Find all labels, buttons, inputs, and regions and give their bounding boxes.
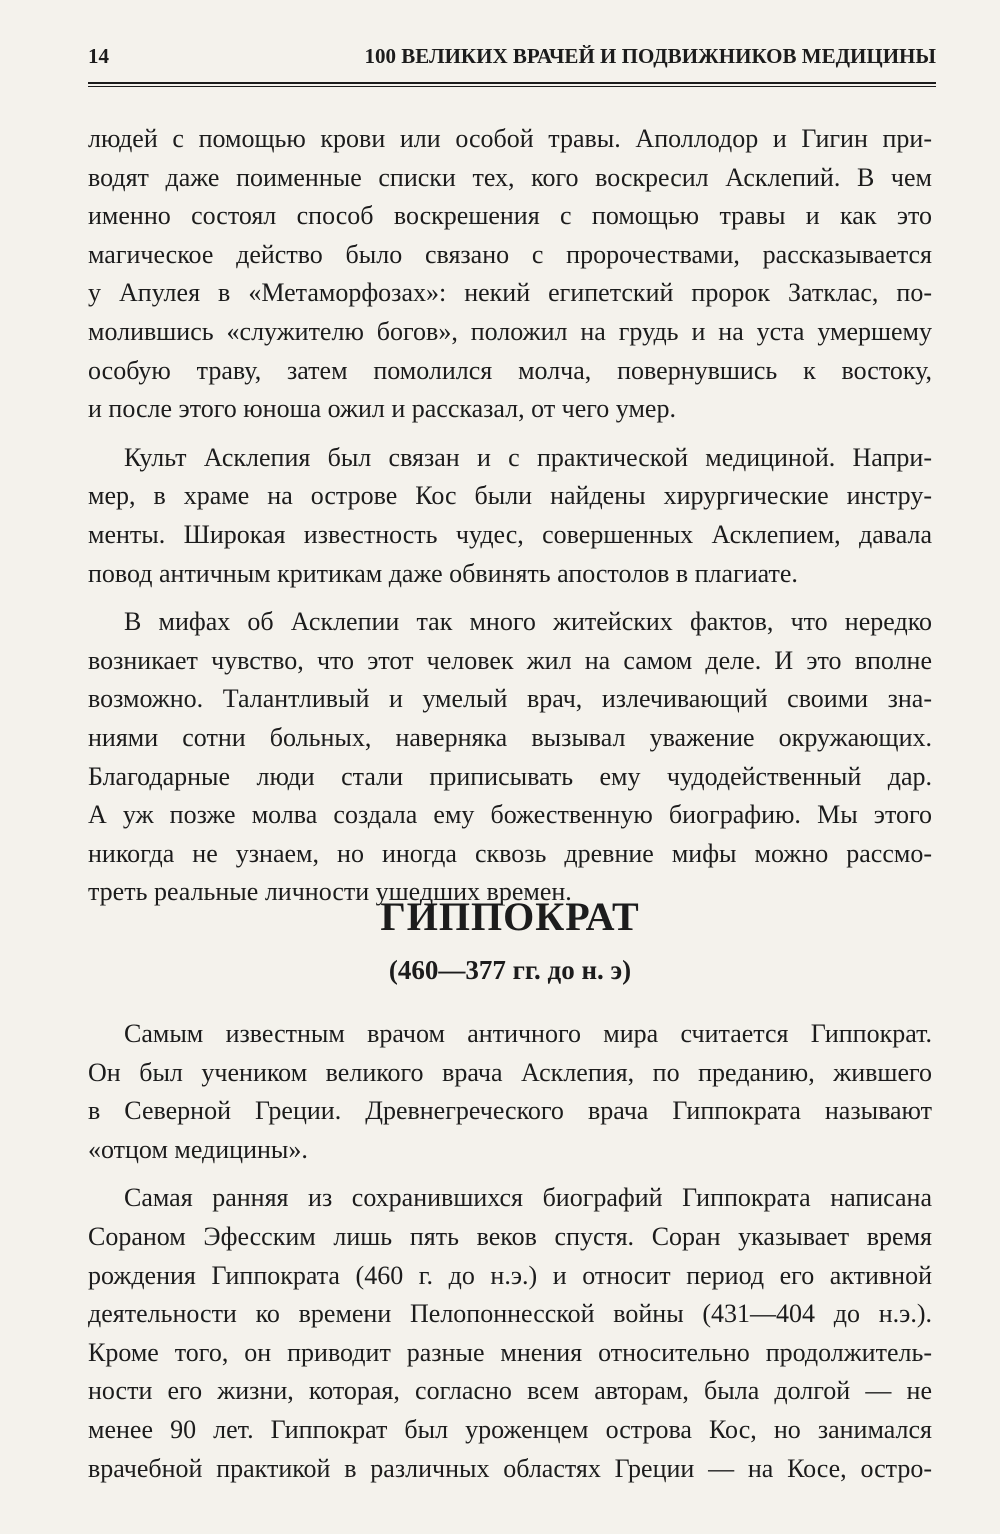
page-number: 14 (88, 44, 109, 68)
paragraph-intro (88, 1015, 932, 1169)
header-rule (88, 82, 936, 87)
running-header (88, 44, 936, 78)
text-line: Сораном Эфесским лишь пять веков спустя. Соран указывает время (88, 1221, 932, 1251)
text-line: ниями сотни больных, наверняка вызывал уважение окружающих. (88, 722, 932, 752)
text-line: водят даже поименные списки тех, кого воскресил Асклепий. В чем (88, 162, 932, 192)
text-line: особую траву, затем помолился молча, повернувшись к востоку, (88, 355, 932, 385)
text-line: у Апулея в «Метаморфозах»: некий египетский пророк Затклас, по- (88, 278, 932, 308)
text-line: возникает чувство, что этот человек жил на самом деле. И это вполне (88, 645, 932, 675)
text-line: Он был учеником великого врача Асклепия, по преданию, жившего (88, 1057, 932, 1087)
text-line: мер, в храме на острове Кос были найдены хирургические инстру- (88, 481, 932, 511)
text-line: Благодарные люди стали приписывать ему чудодейственный дар. (88, 761, 932, 791)
text-line: менее 90 лет. Гиппократ был уроженцем острова Кос, но занимался (88, 1414, 932, 1444)
text-line: повод античным критикам даже обвинять апостолов в плагиате. (88, 558, 798, 588)
text-line: людей с помощью крови или особой травы. Аполлодор и Гигин при- (88, 124, 932, 153)
section-dates: (460—377 гг. до н. э) (388, 955, 632, 985)
text-line: Самая ранняя из сохранившихся биографий Гиппократа написана (124, 1183, 932, 1213)
text-line: никогда не узнаем, но иногда сквозь древние мифы можно рассмо- (88, 838, 932, 868)
text-line: ности его жизни, которая, согласно всем авторам, была долгой — не (88, 1376, 932, 1406)
text-line: менты. Широкая известность чудес, совершенных Асклепием, давала (88, 519, 932, 549)
text-line: Культ Асклепия был связан и с практической медициной. Напри- (124, 442, 932, 472)
text-line: треть реальные личности ушедших времен. (88, 877, 572, 907)
text-line: молившись «служителю богов», положил на грудь и на уста умершему (88, 316, 932, 346)
text-line: «отцом медицины». (88, 1134, 308, 1164)
running-title: 100 ВЕЛИКИХ ВРАЧЕЙ И ПОДВИЖНИКОВ МЕДИЦИНЫ (364, 44, 936, 68)
section-title: ГИППОКРАТ (380, 894, 640, 939)
text-line: врачебной практикой в различных областях Греции — на Косе, остро- (88, 1453, 932, 1483)
text-line: Самым известным врачом античного мира считается Гиппократ. (124, 1019, 932, 1048)
text-line: и после этого юноша ожил и рассказал, от чего умер. (88, 394, 676, 424)
section-hippocrates-text (88, 1015, 932, 1488)
paragraph-biography (88, 1179, 932, 1488)
text-line: магическое действо было связано с пророчествами, рассказывается (88, 239, 932, 269)
text-line: В мифах об Асклепии так много житейских фактов, что нередко (124, 607, 932, 637)
text-line: Кроме того, он приводит разные мнения относительно продолжитель- (88, 1337, 932, 1367)
text-line: возможно. Талантливый и умелый врач, излечивающий своими зна- (88, 684, 932, 714)
text-line: деятельности ко времени Пелопоннесской войны (431—404 до н.э.). (88, 1299, 932, 1329)
paragraph-resurrection (88, 120, 932, 429)
paragraph-myths (88, 603, 932, 912)
text-line: в Северной Греции. Древнегреческого врача Гиппократа называют (88, 1096, 932, 1126)
text-line: рождения Гиппократа (460 г. до н.э.) и относит период его активной (88, 1260, 932, 1290)
text-line: именно состоял способ воскрешения с помощью травы и как это (88, 201, 932, 231)
paragraph-cult (88, 439, 932, 593)
text-line: А уж позже молва создала ему божественную биографию. Мы этого (88, 800, 932, 830)
section-asclepius-text (88, 120, 932, 912)
